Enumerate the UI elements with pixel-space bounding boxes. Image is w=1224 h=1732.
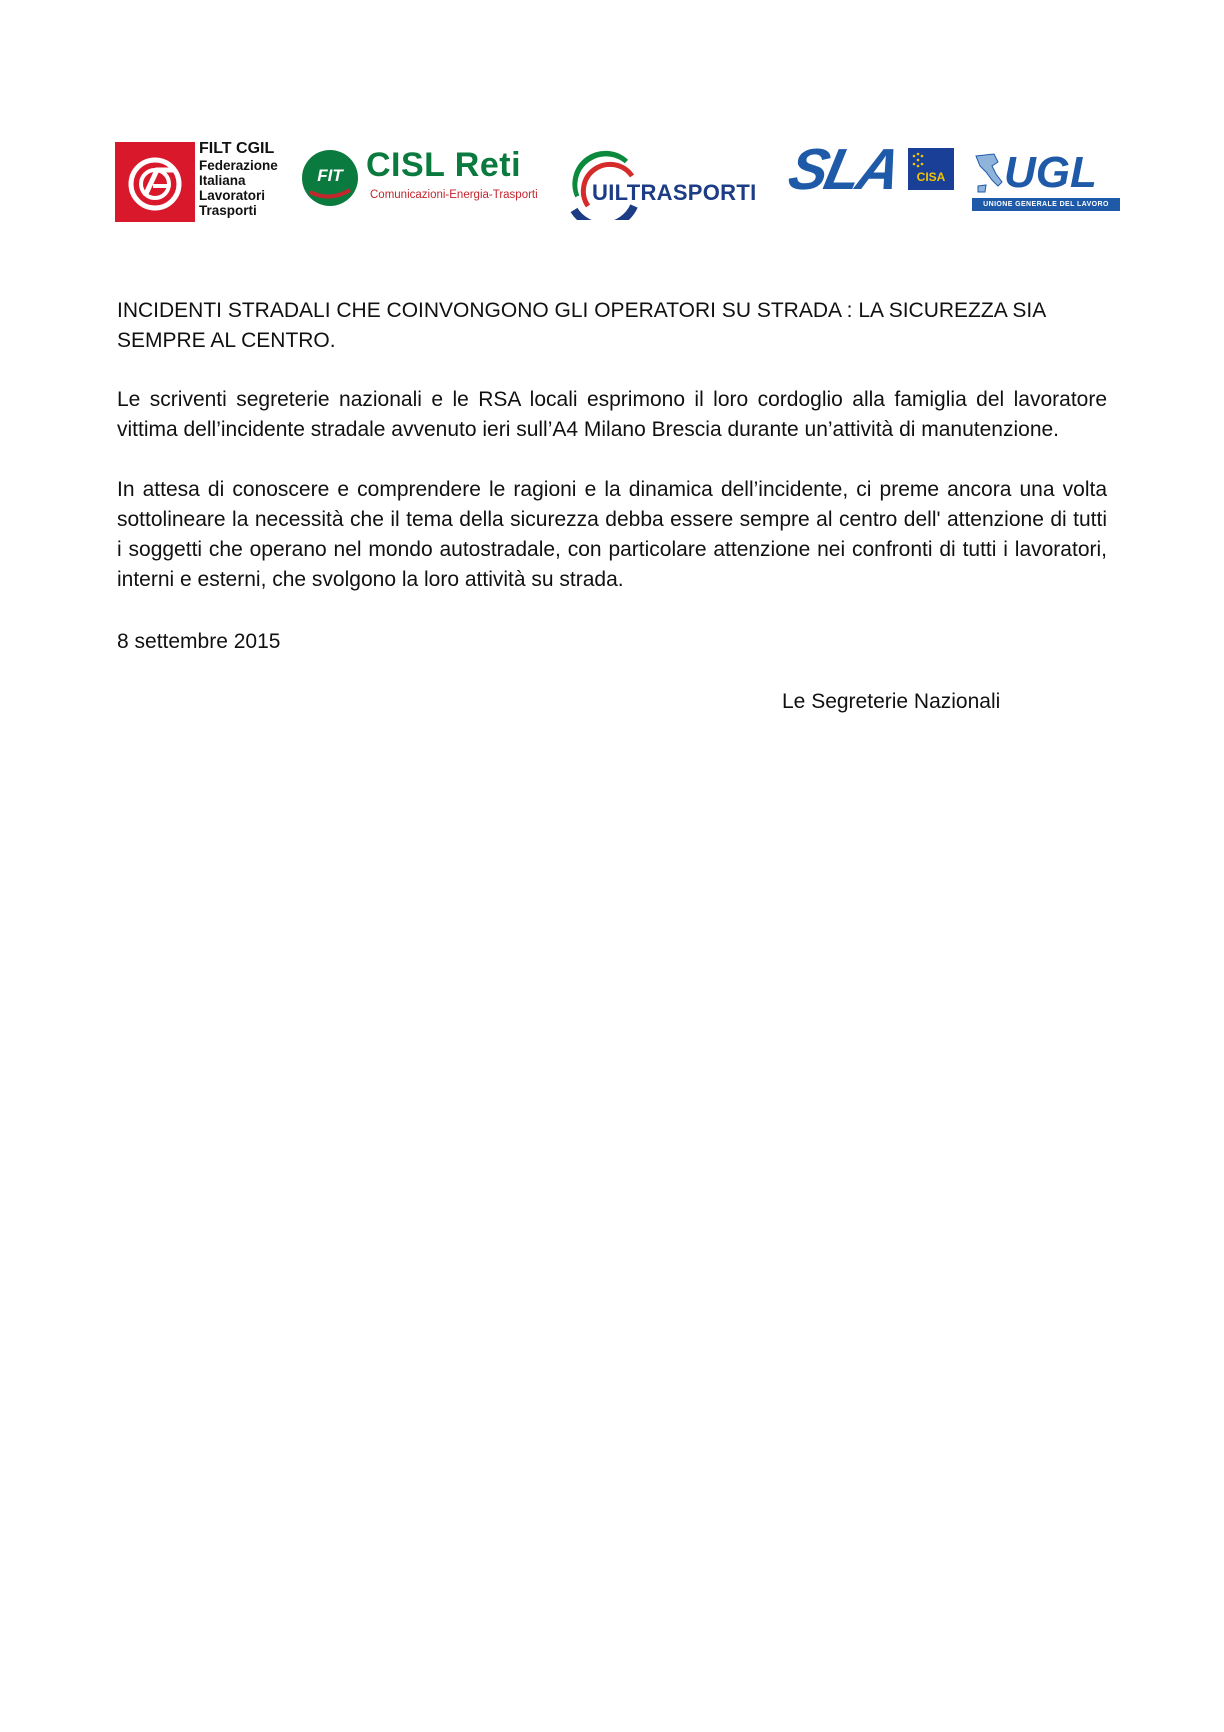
uiltrasporti-name: UILTRASPORTI [592, 180, 757, 205]
filt-cgil-line: Lavoratori [199, 188, 266, 203]
cisa-badge-text: CISA [916, 170, 946, 184]
ugl-name: UGL [1004, 148, 1097, 197]
fit-badge-text: FIT [317, 166, 343, 185]
filt-cgil-logo [115, 142, 285, 224]
filt-cgil-line: Italiana [199, 173, 246, 188]
fit-cisl-subtitle: Comunicazioni-Energia-Trasporti [370, 189, 538, 201]
fit-cisl-reti-logo [302, 146, 562, 216]
fit-cisl-name: CISL Reti [366, 146, 522, 184]
filt-cgil-line: FILT CGIL [199, 140, 275, 157]
filt-cgil-emblem-icon [115, 142, 195, 222]
document-body [117, 385, 1107, 445]
filt-cgil-wordmark [199, 140, 278, 218]
filt-cgil-line: Federazione [199, 158, 278, 173]
paragraph-safety: In attesa di conoscere e comprendere le ragioni e la dinamica dell’incidente, ci preme ancora una volta sottolineare la necessità che il tema della sicurezza debba essere sempre al centro dell' attenzione di tutti i soggetti che operano nel mondo autostradale, con particolare attenzione nei confronti di tutti i lavoratori, interni e esterni, che svolgono la loro attività su strada. [117, 478, 1107, 591]
document-title: INCIDENTI STRADALI CHE COINVONGONO GLI OPERATORI SU STRADA : LA SICUREZZA SIA SEMPRE AL CENTRO. [117, 299, 1046, 352]
ugl-logo [972, 148, 1122, 224]
uiltrasporti-logo [570, 150, 770, 222]
sla-name: SLA [783, 137, 904, 202]
paragraph-condolences: Le scriventi segreterie nazionali e le RSA locali esprimono il loro cordoglio alla famiglia del lavoratore vittima dell’incidente stradale avvenuto ieri sull’A4 Milano Brescia durante un’attività di manutenzione. [117, 388, 1107, 441]
filt-cgil-line: Trasporti [199, 203, 257, 218]
document-signature: Le Segreterie Nazionali [782, 690, 1001, 713]
sla-cisa-logo [783, 137, 958, 212]
document-date: 8 settembre 2015 [117, 630, 281, 653]
italy-map-icon [972, 152, 1006, 198]
ugl-band-text: UNIONE GENERALE DEL LAVORO [972, 198, 1120, 211]
cisa-eu-flag-icon [908, 148, 954, 190]
fit-badge-icon [302, 150, 358, 206]
document-body-continued [117, 475, 1107, 595]
union-logos-header [115, 128, 1125, 238]
